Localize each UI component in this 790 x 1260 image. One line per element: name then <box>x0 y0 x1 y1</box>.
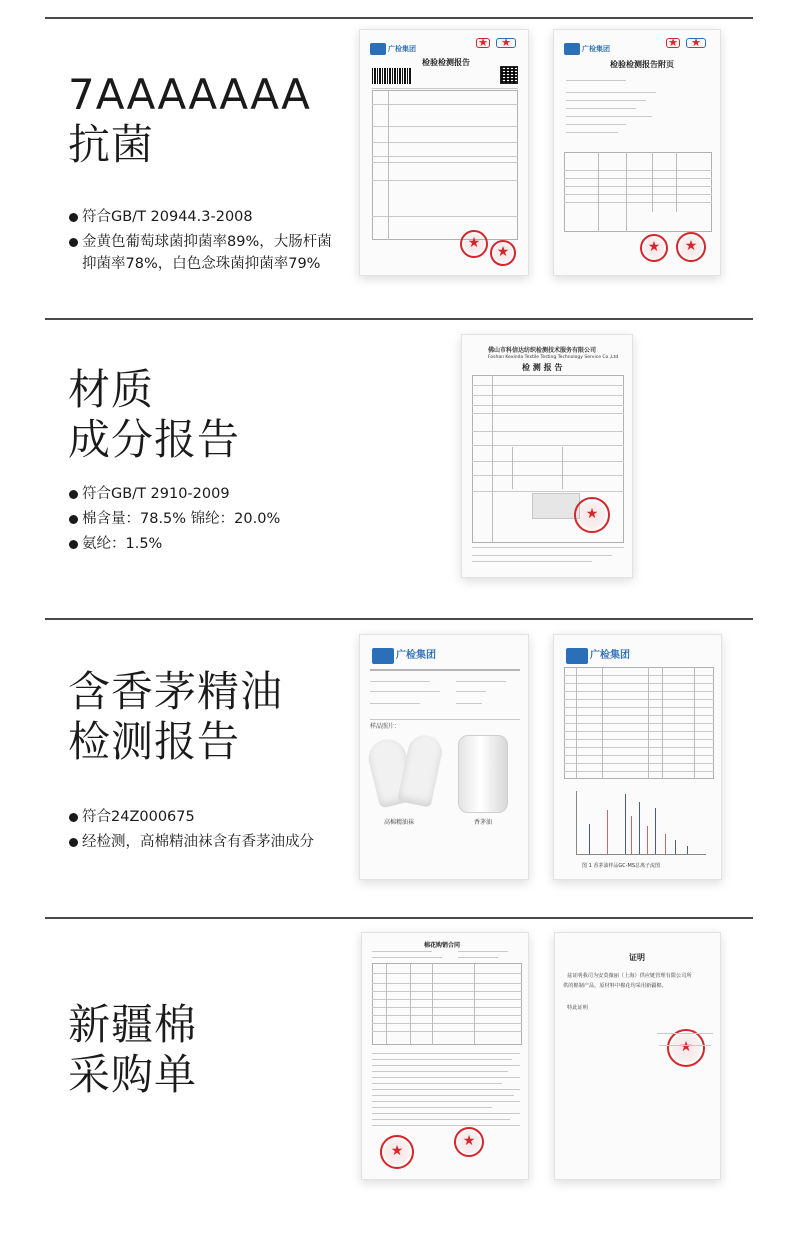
section-title-antibacterial: 7AAAAAAA 抗菌 <box>68 70 311 169</box>
testing-org-name: 佛山市科信达纺织检测技术服务有限公司 <box>488 347 597 354</box>
certificate-line: 特此证明 <box>567 1005 588 1011</box>
photo-caption-sock: 高棉精油袜 <box>384 819 415 826</box>
bullet-item: 经检测，高棉精油袜含有香茅油成分 <box>68 831 314 853</box>
bullet-item: 棉含量：78.5% 锦纶：20.0% <box>68 508 280 530</box>
sample-photo <box>532 493 580 519</box>
report-appendix-document <box>553 29 721 276</box>
red-seal <box>676 232 706 262</box>
bullet-item: 氨纶：1.5% <box>68 533 280 555</box>
section-title-citronella: 含香茅精油 检测报告 <box>68 667 284 766</box>
bullet-item: 符合24Z000675 <box>68 806 314 828</box>
oil-bottle-photo <box>458 735 508 813</box>
red-seal <box>574 497 610 533</box>
cma-mark <box>476 38 490 48</box>
citronella-report-document: 广检集团 样品照片： 高棉精油袜 香茅油 <box>359 634 529 880</box>
chart-caption: 图 1 香茅油样品GC-MS总离子流图 <box>582 863 661 869</box>
cnas-mark <box>496 38 516 48</box>
doc-title: 检 测 报 告 <box>522 363 563 372</box>
gttc-logo: 广检集团 <box>566 645 630 664</box>
doc-title: 检验检测报告 <box>422 58 470 67</box>
red-seal <box>490 240 516 266</box>
bullet-list <box>68 806 314 853</box>
barcode <box>372 68 412 84</box>
gttc-logo: 广检集团 <box>372 645 436 664</box>
section-divider <box>45 17 753 19</box>
certificate-line: 兹证明我司为安莫薇丽（上海）供应链管理有限公司所 <box>567 973 692 979</box>
section-divider <box>45 318 753 320</box>
section-title-xinjiang-cotton: 新疆棉 采购单 <box>68 1000 198 1099</box>
bullet-list <box>68 483 280 555</box>
red-seal <box>640 234 668 262</box>
doc-title: 检验检测报告附页 <box>610 60 674 69</box>
bullet-item: 符合GB/T 20944.3-2008 <box>68 206 332 228</box>
testing-org-name-en: Foshan Kexinda Textile Testing Technology Service Co.,Ltd <box>488 355 619 360</box>
certificate-document <box>554 932 721 1180</box>
report-document <box>359 29 529 276</box>
cma-mark <box>666 38 680 48</box>
cnas-mark <box>686 38 706 48</box>
gc-ms-chromatogram <box>576 791 706 855</box>
section-divider <box>45 917 753 919</box>
gttc-logo: 广检集团 <box>370 38 416 57</box>
photo-caption-oil: 香茅油 <box>474 819 493 826</box>
purchase-contract-document <box>361 932 529 1180</box>
red-seal <box>667 1029 705 1067</box>
red-seal <box>460 230 488 258</box>
composition-report-document <box>461 334 633 578</box>
red-seal <box>380 1135 414 1169</box>
gttc-logo: 广检集团 <box>564 38 610 57</box>
certificate-line: 供的棉制产品，原材料中棉花均采用新疆棉。 <box>563 983 667 989</box>
doc-title: 棉花购销合同 <box>424 942 461 949</box>
citronella-chart-document <box>553 634 722 880</box>
section-title-composition: 材质 成分报告 <box>68 365 241 464</box>
bullet-item: 金黄色葡萄球菌抑菌率89%，大肠杆菌 抑菌率78%，白色念珠菌抑菌率79% <box>68 231 332 275</box>
bullet-list <box>68 206 332 275</box>
qr-code <box>500 66 518 84</box>
certificate-title: 证明 <box>629 953 645 962</box>
bullet-item: 符合GB/T 2910-2009 <box>68 483 280 505</box>
section-divider <box>45 618 753 620</box>
red-seal <box>454 1127 484 1157</box>
sock-photo <box>397 732 445 808</box>
